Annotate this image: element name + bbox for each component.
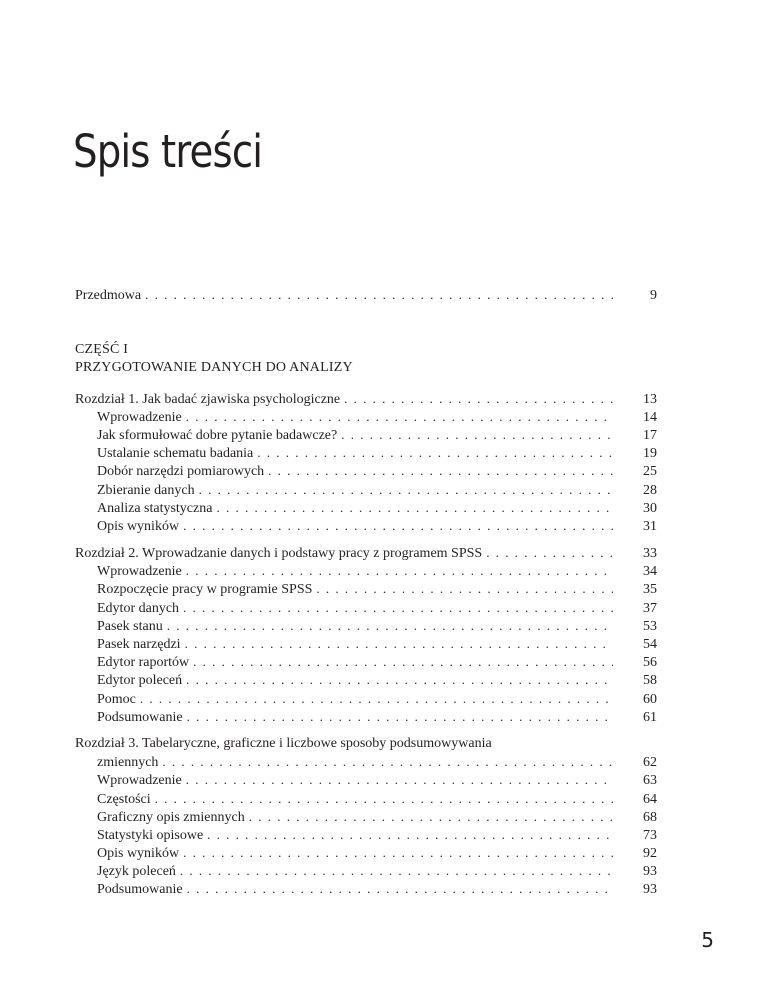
section-row[interactable] xyxy=(75,708,657,726)
section-row[interactable] xyxy=(75,635,657,653)
toc-entry-label: Przedmowa xyxy=(75,288,142,303)
section-page: 63 xyxy=(643,773,657,789)
chapter-page: 33 xyxy=(643,546,657,562)
section-page: 64 xyxy=(643,791,657,807)
section-row[interactable] xyxy=(75,426,657,444)
dot-leader xyxy=(183,599,613,617)
dot-leader xyxy=(268,462,613,480)
section-page: 68 xyxy=(643,809,657,825)
section-row[interactable] xyxy=(75,844,657,862)
section-row[interactable] xyxy=(75,671,657,689)
toc-entry-page: 9 xyxy=(650,288,657,303)
section-label: Pomoc xyxy=(97,691,136,707)
dot-leader xyxy=(249,808,613,826)
toc-entry-preface[interactable] xyxy=(75,286,657,304)
section-page: 34 xyxy=(643,564,657,580)
dot-leader xyxy=(167,617,613,635)
chapter-1 xyxy=(75,390,657,536)
section-page: 30 xyxy=(643,500,657,516)
dot-leader xyxy=(183,844,613,862)
section-row[interactable] xyxy=(75,408,657,426)
section-row[interactable] xyxy=(75,599,657,617)
section-row[interactable] xyxy=(75,517,657,535)
chapter-title-row[interactable] xyxy=(75,544,657,562)
section-label: Statystyki opisowe xyxy=(97,827,204,843)
section-page: 56 xyxy=(643,655,657,671)
section-page: 54 xyxy=(643,637,657,653)
dot-leader xyxy=(186,408,613,426)
dot-leader xyxy=(344,390,613,408)
section-row[interactable] xyxy=(75,880,657,898)
section-label: Edytor raportów xyxy=(97,655,190,671)
dot-leader xyxy=(486,544,613,562)
section-label: Zbieranie danych xyxy=(97,482,195,498)
section-page: 92 xyxy=(643,846,657,862)
chapter-2 xyxy=(75,544,657,726)
section-page: 93 xyxy=(643,882,657,898)
section-label: Graficzny opis zmiennych xyxy=(97,809,245,825)
section-label: Jak sformułować dobre pytanie badawcze? xyxy=(97,427,338,443)
section-label: Pasek stanu xyxy=(97,618,163,634)
dot-leader xyxy=(155,790,613,808)
part-title: PRZYGOTOWANIE DANYCH DO ANALIZY xyxy=(75,360,353,376)
section-page: 14 xyxy=(643,409,657,425)
chapter-title: Rozdział 3. Tabelaryczne, graficzne i liczbowe sposoby podsumowywania xyxy=(75,735,492,751)
dot-leader xyxy=(199,481,613,499)
dot-leader xyxy=(185,635,613,653)
section-row[interactable] xyxy=(75,481,657,499)
section-page: 37 xyxy=(643,600,657,616)
dot-leader xyxy=(186,671,613,689)
dot-leader xyxy=(186,562,613,580)
section-page: 28 xyxy=(643,482,657,498)
section-page: 93 xyxy=(643,864,657,880)
section-label: Język poleceń xyxy=(97,864,176,880)
chapter-page: 13 xyxy=(643,391,657,407)
chapter-title-continued-row[interactable] xyxy=(75,753,657,771)
section-label: Edytor poleceń xyxy=(97,673,183,689)
chapter-page: 62 xyxy=(643,755,657,771)
section-label: Opis wyników xyxy=(97,846,180,862)
section-label: Wprowadzenie xyxy=(97,409,182,425)
section-page: 73 xyxy=(643,827,657,843)
section-row[interactable] xyxy=(75,562,657,580)
dot-leader xyxy=(162,753,613,771)
section-page: 35 xyxy=(643,582,657,598)
chapter-title-continued: zmiennych xyxy=(97,755,159,771)
section-label: Analiza statystyczna xyxy=(97,500,213,516)
dot-leader xyxy=(257,444,613,462)
section-label: Ustalanie schematu badania xyxy=(97,446,254,462)
section-label: Częstości xyxy=(97,791,151,807)
section-row[interactable] xyxy=(75,690,657,708)
section-page: 19 xyxy=(643,446,657,462)
dot-leader xyxy=(187,880,613,898)
dot-leader xyxy=(316,580,613,598)
section-row[interactable] xyxy=(75,653,657,671)
section-page: 53 xyxy=(643,618,657,634)
section-label: Podsumowanie xyxy=(97,882,183,898)
section-row[interactable] xyxy=(75,580,657,598)
dot-leader xyxy=(193,653,613,671)
chapter-title-row[interactable] xyxy=(75,735,657,753)
section-label: Wprowadzenie xyxy=(97,564,182,580)
section-label: Dobór narzędzi pomiarowych xyxy=(97,464,265,480)
chapter-title: Rozdział 1. Jak badać zjawiska psychologiczne xyxy=(75,391,341,407)
chapter-title-row[interactable] xyxy=(75,390,657,408)
section-row[interactable] xyxy=(75,617,657,635)
page-number: 5 xyxy=(701,928,714,952)
section-page: 17 xyxy=(643,427,657,443)
section-row[interactable] xyxy=(75,771,657,789)
dot-leader xyxy=(183,517,613,535)
chapter-3 xyxy=(75,735,657,899)
dot-leader xyxy=(140,690,613,708)
section-row[interactable] xyxy=(75,790,657,808)
section-label: Podsumowanie xyxy=(97,709,183,725)
section-row[interactable] xyxy=(75,862,657,880)
chapter-title: Rozdział 2. Wprowadzanie danych i podstawy pracy z programem SPSS xyxy=(75,546,483,562)
dot-leader xyxy=(207,826,613,844)
section-page: 60 xyxy=(643,691,657,707)
part-label: CZĘŚĆ I xyxy=(75,342,129,358)
page-title: Spis treści xyxy=(73,125,263,178)
section-row[interactable] xyxy=(75,826,657,844)
section-label: Wprowadzenie xyxy=(97,773,182,789)
dot-leader xyxy=(341,426,613,444)
dot-leader xyxy=(187,708,613,726)
section-page: 58 xyxy=(643,673,657,689)
section-label: Opis wyników xyxy=(97,518,180,534)
dot-leader xyxy=(186,771,613,789)
section-row[interactable] xyxy=(75,808,657,826)
table-of-contents xyxy=(75,286,657,899)
section-label: Edytor danych xyxy=(97,600,180,616)
dot-leader xyxy=(180,862,613,880)
section-page: 61 xyxy=(643,709,657,725)
section-row[interactable] xyxy=(75,499,657,517)
dot-leader xyxy=(216,499,613,517)
section-page: 31 xyxy=(643,518,657,534)
section-row[interactable] xyxy=(75,462,657,480)
section-page: 25 xyxy=(643,464,657,480)
section-row[interactable] xyxy=(75,444,657,462)
section-label: Pasek narzędzi xyxy=(97,637,181,653)
section-label: Rozpoczęcie pracy w programie SPSS xyxy=(97,582,313,598)
dot-leader xyxy=(145,286,613,304)
